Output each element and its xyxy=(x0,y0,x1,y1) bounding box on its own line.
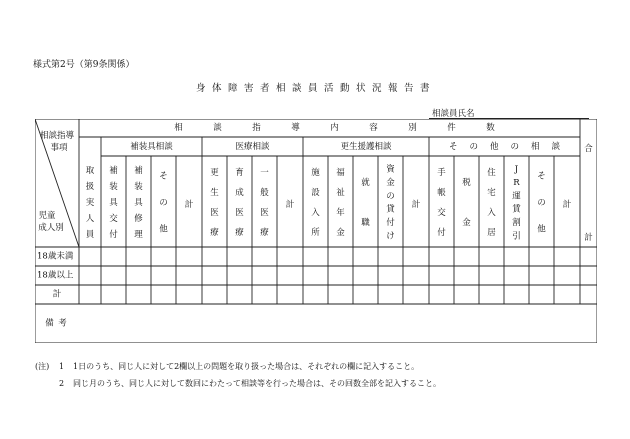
svg-text:居: 居 xyxy=(487,228,496,238)
svg-text:割: 割 xyxy=(512,218,521,228)
corner-top-label: 相談指導 xyxy=(39,131,75,141)
svg-text:理: 理 xyxy=(134,230,143,240)
svg-text:宅: 宅 xyxy=(487,188,496,198)
subtotal-label: 計 xyxy=(184,200,194,210)
column-label xyxy=(487,167,496,238)
note-1 xyxy=(35,358,441,375)
svg-text:福: 福 xyxy=(336,168,345,178)
svg-text:更: 更 xyxy=(210,168,219,178)
svg-text:別: 別 xyxy=(408,123,417,133)
svg-text:人: 人 xyxy=(85,214,95,224)
svg-text:年: 年 xyxy=(336,208,345,218)
svg-text:付: 付 xyxy=(437,228,446,238)
svg-text:容: 容 xyxy=(369,123,378,133)
notes xyxy=(35,358,441,392)
svg-text:成: 成 xyxy=(235,188,244,198)
svg-text:療: 療 xyxy=(260,228,269,238)
main-header-label xyxy=(174,122,495,133)
corner-bottom-label: 成人別 xyxy=(38,223,64,233)
column-label xyxy=(235,167,244,238)
row-label: 18歳未満 xyxy=(37,251,74,262)
group-label xyxy=(449,141,561,152)
svg-text:補: 補 xyxy=(134,166,143,176)
svg-text:導: 導 xyxy=(291,123,300,133)
corner-top-label: 事項 xyxy=(50,143,68,153)
svg-text:具: 具 xyxy=(109,198,118,208)
note-2 xyxy=(35,375,441,392)
column-label xyxy=(311,167,320,238)
note-prefix: (注) xyxy=(35,362,50,371)
svg-text:施: 施 xyxy=(311,168,320,178)
row-label: 18歳以上 xyxy=(37,270,74,281)
svg-text:賃: 賃 xyxy=(512,204,521,215)
group-label: 補装具相談 xyxy=(130,142,173,152)
svg-text:の: の xyxy=(537,198,546,208)
column-label xyxy=(386,164,395,242)
svg-text:そ: そ xyxy=(159,171,168,182)
svg-text:指: 指 xyxy=(252,123,261,133)
svg-text:資: 資 xyxy=(386,164,395,175)
svg-text:扱: 扱 xyxy=(85,182,95,192)
document-title: 身体障害者相談員活動状況報告書 xyxy=(196,83,437,94)
svg-text:他: 他 xyxy=(159,224,168,235)
remarks-label xyxy=(45,318,67,329)
svg-text:装: 装 xyxy=(109,182,118,192)
column-label-first xyxy=(86,166,95,240)
svg-text:入: 入 xyxy=(487,208,496,218)
svg-text:付: 付 xyxy=(386,218,395,228)
column-label xyxy=(260,168,269,238)
note-text: 同じ月のうち、同じ人に対して数回にわたって相談等を行った場合は、その回数全部を記入すること。 xyxy=(73,379,441,388)
svg-text:運: 運 xyxy=(512,191,521,202)
svg-text:そ: そ xyxy=(537,171,546,182)
svg-text:生: 生 xyxy=(210,188,219,198)
svg-text:員: 員 xyxy=(85,230,95,240)
svg-text:所: 所 xyxy=(311,228,320,238)
svg-text:医: 医 xyxy=(260,208,269,218)
column-label xyxy=(336,167,345,238)
column-label xyxy=(537,171,546,234)
svg-text:金: 金 xyxy=(386,178,395,188)
form-number: 様式第2号（第9条関係） xyxy=(33,60,135,70)
svg-text:補: 補 xyxy=(109,166,118,176)
column-label xyxy=(109,165,118,240)
column-label xyxy=(159,171,168,234)
column-label xyxy=(361,177,370,228)
svg-text:住: 住 xyxy=(487,168,496,178)
group-label: 更生援護相談 xyxy=(340,142,392,152)
svg-text:け: け xyxy=(386,231,395,242)
column-label xyxy=(462,178,471,228)
group-label: 医療相談 xyxy=(235,142,270,152)
svg-text:医: 医 xyxy=(210,208,219,218)
svg-text:育: 育 xyxy=(235,168,244,178)
svg-text:談: 談 xyxy=(551,142,561,152)
svg-text:そ: そ xyxy=(448,142,458,152)
svg-text:税: 税 xyxy=(462,178,471,188)
svg-text:数: 数 xyxy=(486,123,495,133)
svg-text:手: 手 xyxy=(437,168,446,178)
svg-text:一: 一 xyxy=(260,168,269,178)
corner-bottom-label: 児童 xyxy=(38,211,56,221)
svg-text:他: 他 xyxy=(489,142,499,152)
subtotal-label: 計 xyxy=(411,200,421,210)
svg-text:他: 他 xyxy=(537,224,546,235)
note-text: 1日のうち、同じ人に対して2欄以上の問題を取り扱った場合は、それぞれの欄に記入すること。 xyxy=(73,362,420,371)
column-label xyxy=(512,165,521,242)
svg-text:件: 件 xyxy=(447,123,456,133)
grand-total-label: 合 xyxy=(584,144,593,154)
svg-text:の: の xyxy=(159,198,168,208)
svg-text:付: 付 xyxy=(109,230,118,240)
svg-text:R: R xyxy=(513,178,520,188)
svg-text:医: 医 xyxy=(235,208,244,218)
svg-text:の: の xyxy=(386,191,395,202)
svg-text:金: 金 xyxy=(462,218,471,228)
svg-text:祉: 祉 xyxy=(336,188,345,198)
svg-text:就: 就 xyxy=(361,178,370,188)
svg-text:装: 装 xyxy=(134,182,143,192)
svg-text:内: 内 xyxy=(330,123,339,133)
svg-text:の: の xyxy=(469,142,479,152)
svg-text:入: 入 xyxy=(311,208,320,218)
column-label xyxy=(437,167,446,238)
svg-text:般: 般 xyxy=(260,188,269,198)
svg-text:引: 引 xyxy=(512,231,521,242)
note-number: 1 xyxy=(59,362,65,371)
row-label: 計 xyxy=(52,289,62,300)
svg-text:実: 実 xyxy=(85,198,95,208)
grand-total-label: 計 xyxy=(584,233,593,243)
svg-text:金: 金 xyxy=(336,228,345,238)
svg-text:療: 療 xyxy=(210,228,219,238)
counselor-name-label: 相談員氏名 xyxy=(432,109,475,119)
svg-text:修: 修 xyxy=(134,214,143,224)
svg-text:具: 具 xyxy=(134,198,143,208)
svg-text:交: 交 xyxy=(437,208,446,218)
svg-text:職: 職 xyxy=(361,218,370,228)
svg-text:の: の xyxy=(510,142,520,152)
subtotal-label: 計 xyxy=(285,200,295,210)
svg-text:交: 交 xyxy=(109,214,118,224)
svg-text:J: J xyxy=(514,164,519,175)
svg-text:考: 考 xyxy=(58,318,67,329)
svg-text:療: 療 xyxy=(235,228,244,238)
column-label xyxy=(210,168,219,238)
svg-text:談: 談 xyxy=(213,123,222,133)
svg-text:設: 設 xyxy=(311,188,320,198)
column-label xyxy=(134,165,143,240)
subtotal-label: 計 xyxy=(562,200,572,210)
svg-text:備: 備 xyxy=(45,318,54,329)
svg-text:貸: 貸 xyxy=(386,204,395,215)
note-number: 2 xyxy=(59,379,65,388)
svg-text:相: 相 xyxy=(174,123,183,133)
svg-text:取: 取 xyxy=(85,166,95,176)
activity-report-table xyxy=(35,119,597,343)
svg-text:帳: 帳 xyxy=(437,188,446,198)
svg-text:相: 相 xyxy=(530,142,540,152)
